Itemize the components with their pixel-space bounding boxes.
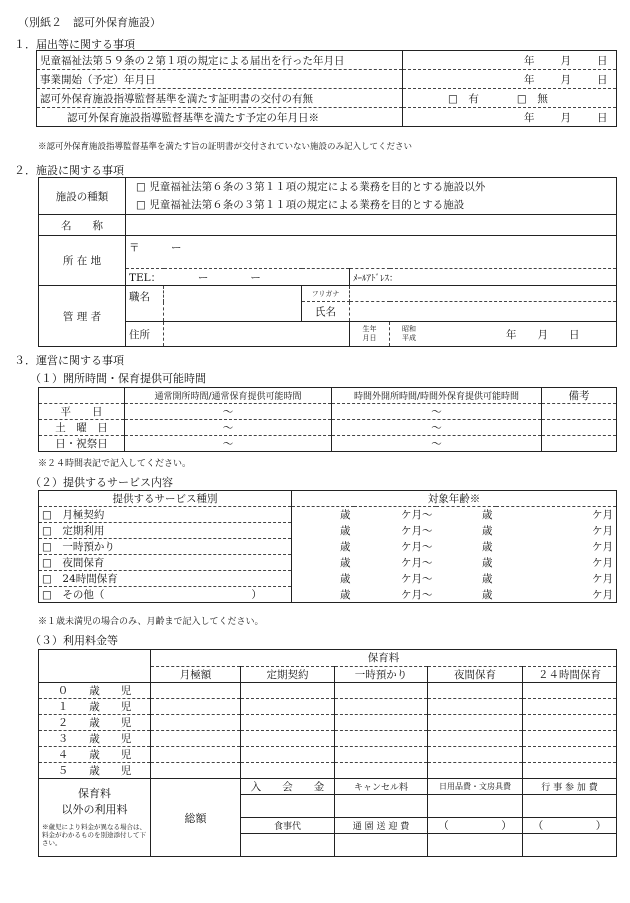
age-row-1: １ 歳 児 (39, 699, 151, 715)
hours-head-normal: 通常開所時間/通常保育提供可能時間 (125, 388, 332, 404)
fee-head: 保育料 (151, 650, 617, 667)
fee-cell[interactable] (523, 747, 617, 763)
item-custom-2[interactable]: （ ） (523, 818, 617, 834)
fee-cell[interactable] (335, 683, 428, 699)
fee-cell[interactable] (335, 715, 428, 731)
section3-title: ３．運営に関する事項 (14, 354, 124, 367)
hours-saturday-extra[interactable]: 〜 (332, 420, 542, 436)
s1-row3-check[interactable] (403, 89, 617, 108)
fee-cell[interactable] (428, 715, 523, 731)
tel-field[interactable]: TEL： ー ー (126, 269, 350, 286)
day-holiday: 日・祝祭日 (39, 436, 125, 452)
fee-cell[interactable] (151, 715, 241, 731)
age-row-2: ２ 歳 児 (39, 715, 151, 731)
age-row-0: ０ 歳 児 (39, 683, 151, 699)
fee-cell[interactable] (241, 763, 335, 779)
hours-weekday-extra[interactable]: 〜 (332, 404, 542, 420)
furigana-field[interactable] (350, 286, 617, 302)
fee-cell[interactable] (241, 747, 335, 763)
hours-holiday-remarks[interactable] (542, 436, 617, 452)
address2-field[interactable] (164, 322, 350, 347)
postal-field[interactable]: 〒 ー (126, 236, 617, 269)
hours-holiday-extra[interactable]: 〜 (332, 436, 542, 452)
other-fees-label: 保育料 以外の利用料 ※歳児により料金が異なる場合は、料金がわかるものを別途添付して下さい。 (39, 779, 151, 857)
day-saturday: 土 曜 日 (39, 420, 125, 436)
fee-col-night: 夜間保育 (428, 666, 523, 683)
fee-col-regular: 定期契約 (241, 666, 335, 683)
item-meal-fee: 食事代 (241, 818, 335, 834)
fee-cell[interactable] (241, 699, 335, 715)
day-weekday: 平 日 (39, 404, 125, 420)
transport-fee-value[interactable] (335, 834, 428, 857)
section1-title: １．届出等に関する事項 (14, 38, 135, 51)
s1-row4-date[interactable]: 年 月 日 (403, 108, 617, 127)
hours-head-extra: 時間外開所時間/時間外保育提供可能時間 (332, 388, 542, 404)
fee-cell[interactable] (428, 747, 523, 763)
total-label: 総額 (151, 779, 241, 857)
service-monthly[interactable]: □ 月極契約 (39, 507, 292, 523)
job-field[interactable] (164, 286, 302, 322)
svc-head: 提供するサービス種別 (39, 491, 292, 507)
birthdate-field[interactable] (390, 322, 617, 347)
manager-label: 管 理 者 (39, 286, 126, 347)
section2-title: ２．施設に関する事項 (14, 164, 124, 177)
hours-weekday-normal[interactable]: 〜 (125, 404, 332, 420)
fee-col-monthly: 月極額 (151, 666, 241, 683)
fee-cell[interactable] (335, 699, 428, 715)
s1-row3-label: 認可外保育施設指導監督基準を満たす証明書の交付の有無 (37, 89, 403, 108)
service-regular[interactable]: □ 定期利用 (39, 523, 292, 539)
item-supplies-fee: 日用品費・文房具費 (428, 779, 523, 795)
event-fee-value[interactable] (523, 795, 617, 818)
fee-cell[interactable] (335, 731, 428, 747)
fee-cell[interactable] (428, 683, 523, 699)
fee-cell[interactable] (151, 747, 241, 763)
item-entry-fee: 入 会 金 (241, 779, 335, 795)
hours-table (38, 387, 617, 452)
s1-row2-date[interactable]: 年 月 日 (403, 70, 617, 89)
fee-cell[interactable] (523, 683, 617, 699)
sub2-title: （２）提供するサービス内容 (30, 476, 173, 489)
section2-table (38, 177, 617, 347)
hours-weekday-remarks[interactable] (542, 404, 617, 420)
meal-fee-value[interactable] (241, 834, 335, 857)
name-field[interactable] (126, 215, 617, 236)
age-row-5: ５ 歳 児 (39, 763, 151, 779)
note-24h: ※２４時間表記で記入してください。 (38, 459, 192, 469)
item-cancel-fee: キャンセル料 (335, 779, 428, 795)
age-head: 対象年齢※ (292, 491, 617, 507)
service-temporary[interactable]: □ 一時預かり (39, 539, 292, 555)
fee-col-temporary: 一時預かり (335, 666, 428, 683)
item-event-fee: 行 事 参 加 費 (523, 779, 617, 795)
fee-cell[interactable] (151, 683, 241, 699)
fee-cell[interactable] (241, 731, 335, 747)
cancel-fee-value[interactable] (335, 795, 428, 818)
item-custom-1[interactable]: （ ） (428, 818, 523, 834)
s1-row1-label: 児童福祉法第５９条の２第１項の規定による届出を行った年月日 (37, 51, 403, 70)
person-name-field[interactable] (350, 302, 617, 322)
mail-field[interactable]: ﾒｰﾙｱﾄﾞﾚｽ： (350, 269, 617, 286)
fee-cell[interactable] (151, 763, 241, 779)
custom-1-value[interactable] (428, 834, 523, 857)
kind-option-1[interactable]: □ 児童福祉法第６条の３第１１項の規定による業務を目的とする施設以外 (126, 178, 617, 196)
fee-cell[interactable] (428, 763, 523, 779)
fee-cell[interactable] (523, 715, 617, 731)
fee-cell[interactable] (335, 747, 428, 763)
birth-label: 生年 月日 (350, 322, 390, 347)
hours-head-remarks: 備考 (542, 388, 617, 404)
person-name-label: 氏名 (302, 302, 350, 322)
era-heisei[interactable]: 平成 (402, 334, 416, 342)
kind-option-2[interactable]: □ 児童福祉法第６条の３第１１項の規定による業務を目的とする施設 (126, 195, 617, 214)
custom-2-value[interactable] (523, 834, 617, 857)
checkbox-yes[interactable]: □ 有 (448, 92, 479, 105)
fee-cell[interactable] (523, 731, 617, 747)
sub1-title: （１）開所時間・保育提供可能時間 (30, 372, 206, 385)
s1-row2-label: 事業開始（予定）年月日 (37, 70, 403, 89)
checkbox-no[interactable]: □ 無 (516, 92, 548, 105)
s1-row4-label: 認可外保育施設指導監督基準を満たす予定の年月日※ (37, 108, 403, 127)
doc-header: （別紙２ 認可外保育施設） (18, 16, 161, 29)
kind-label: 施設の種類 (39, 178, 126, 215)
job-label: 職名 (126, 286, 164, 322)
hours-saturday-remarks[interactable] (542, 420, 617, 436)
s1-note: ※認可外保育施設指導監督基準を満たす旨の証明書が交付されていない施設のみ記入してください (38, 142, 413, 152)
fee-col-24h: ２４時間保育 (523, 666, 617, 683)
sub3-title: （３）利用料金等 (30, 634, 118, 647)
supplies-fee-value[interactable] (428, 795, 523, 818)
fee-cell[interactable] (523, 763, 617, 779)
fees-table (38, 649, 617, 857)
s1-row1-date[interactable]: 年 月 日 (403, 51, 617, 70)
age-row-3: ３ 歳 児 (39, 731, 151, 747)
item-transport-fee: 通 園 送 迎 費 (335, 818, 428, 834)
other-fees-note: ※歳児により料金が異なる場合は、料金がわかるものを別途添付して下さい。 (42, 823, 146, 847)
fee-cell[interactable] (428, 731, 523, 747)
fee-cell[interactable] (428, 699, 523, 715)
fee-cell[interactable] (241, 683, 335, 699)
service-24h[interactable]: □ 24時間保育 (39, 571, 292, 587)
fee-cell[interactable] (151, 699, 241, 715)
era-showa[interactable]: 昭和 (402, 325, 416, 333)
fee-cell[interactable] (151, 731, 241, 747)
note-age: ※１歳未満児の場合のみ、月齢まで記入してください。 (38, 617, 264, 627)
entry-fee-value[interactable] (241, 795, 335, 818)
fee-cell[interactable] (241, 715, 335, 731)
fee-cell[interactable] (523, 699, 617, 715)
section1-table (36, 50, 617, 127)
hours-holiday-normal[interactable]: 〜 (125, 436, 332, 452)
fee-cell[interactable] (335, 763, 428, 779)
age-row-4: ４ 歳 児 (39, 747, 151, 763)
furigana-label: フリガナ (302, 286, 350, 302)
service-night[interactable]: □ 夜間保育 (39, 555, 292, 571)
address-label: 所 在 地 (39, 236, 126, 286)
services-table: 提供するサービス種別 対象年齢※ □ 月極契約 歳 ケ月〜 歳 ケ月 □ 定期利用 歳 ケ月〜 歳 ケ月 □ 一時預かり 歳 ケ月〜 歳 ケ月 □ 夜間保育 歳 ケ月〜 歳 ケ月 □ 24時間保育 歳 ケ月〜 歳 ケ月 □ その他（ ） 歳 ケ月〜 歳 ケ月 (38, 490, 617, 603)
birthdate-ymd: 年 月 日 (506, 328, 580, 341)
hours-saturday-normal[interactable]: 〜 (125, 420, 332, 436)
service-other[interactable]: □ その他（ ） (39, 587, 292, 603)
address2-label: 住所 (126, 322, 164, 347)
name-label: 名 称 (39, 215, 126, 236)
